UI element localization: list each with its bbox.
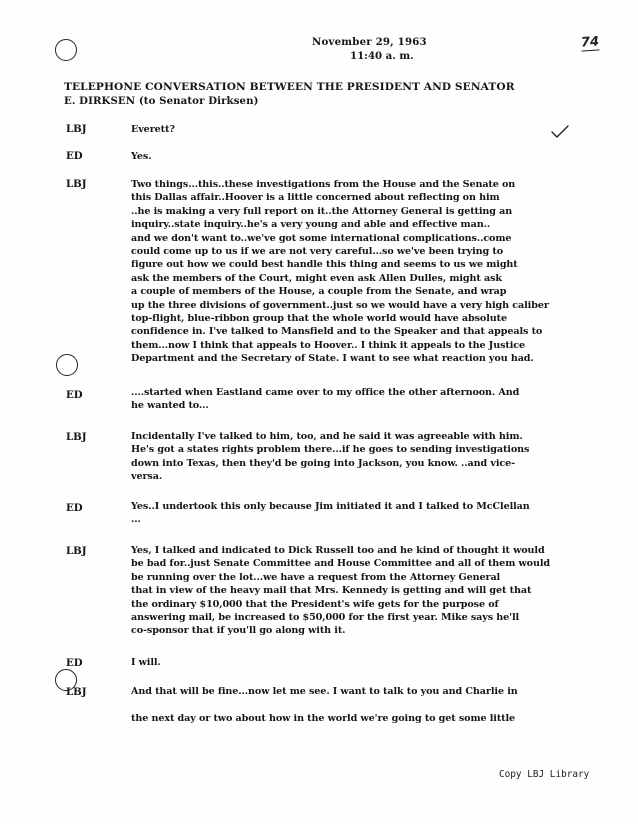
utterance-line: the ordinary $10,000 that the President's wife gets for the purpose of	[131, 598, 499, 610]
utterance-line: Yes..I undertook this only because Jim initiated it and I talked to McClellan	[131, 501, 530, 512]
document-date: November 29, 1963	[312, 36, 427, 48]
utterance-line: up the three divisions of government..just so we would have a very high caliber	[131, 299, 549, 311]
utterance	[131, 500, 609, 527]
utterance-line: Everett?	[131, 124, 175, 135]
utterance-line: this Dallas affair..Hoover is a little concerned about reflecting on him	[131, 192, 500, 204]
utterance-line: top-flight, blue-ribbon group that the whole world would have absolute	[131, 313, 507, 325]
title-line-2: E. DIRKSEN (to Senator Dirksen)	[64, 95, 259, 107]
utterance	[131, 656, 609, 669]
utterance-line: co-sponsor that if you'll go along with it.	[131, 625, 346, 637]
speaker-label: ED	[66, 657, 83, 669]
utterance	[131, 685, 609, 725]
utterance-line: ..he is making a very full report on it..the Attorney General is getting an	[131, 205, 513, 217]
utterance	[131, 544, 609, 638]
utterance-line: down into Texas, then they'd be going into Jackson, you know. ..and vice-	[131, 457, 515, 469]
utterance-line: answering mail, be increased to $50,000 for the first year. Mike says he'll	[131, 612, 520, 624]
utterance	[131, 430, 609, 484]
utterance-line: Incidentally I've talked to him, too, and he said it was agreeable with him.	[131, 431, 523, 442]
utterance	[131, 150, 609, 163]
utterance-line: ....started when Eastland came over to my office the other afternoon. And	[131, 387, 520, 398]
utterance-line: be bad for..just Senate Committee and House Committee and all of them would	[131, 558, 550, 570]
speaker-label: LBJ	[66, 178, 87, 190]
utterance-line: And that will be fine...now let me see. I want to talk to you and Charlie in	[131, 686, 518, 697]
library-stamp: Copy LBJ Library	[499, 769, 590, 780]
utterance-line: ask the members of the Court, might even ask Allen Dulles, might ask	[131, 272, 502, 284]
utterance-line: that in view of the heavy mail that Mrs. Kennedy is getting and will get that	[131, 585, 532, 597]
utterance-line: I will.	[131, 657, 161, 668]
utterance-line: figure out how we could best handle this thing and seems to us we might	[131, 259, 518, 271]
utterance-line: Department and the Secretary of State. I want to see what reaction you had.	[131, 353, 534, 365]
utterance-line: could come up to us if we are not very careful...so we've been trying to	[131, 246, 504, 258]
utterance-line: He's got a states rights problem there...if he goes to sending investigations	[131, 444, 530, 456]
punch-hole-top	[55, 39, 77, 61]
utterance-line: Yes.	[131, 151, 152, 162]
utterance-line: he wanted to...	[131, 400, 209, 412]
utterance-line: them...now I think that appeals to Hoover.. I think it appeals to the Justice	[131, 339, 525, 351]
utterance	[131, 178, 609, 366]
utterance-line: Two things...this..these investigations from the House and the Senate on	[131, 179, 516, 190]
utterance-line: ...	[131, 514, 141, 526]
speaker-label: LBJ	[66, 123, 87, 135]
speaker-label: LBJ	[66, 431, 87, 443]
utterance	[131, 386, 609, 413]
utterance	[131, 123, 609, 136]
utterance-line: and we don't want to..we've got some international complications..come	[131, 232, 512, 244]
document-time: 11:40 a. m.	[350, 50, 414, 62]
punch-hole-middle	[56, 354, 78, 376]
utterance-line: the next day or two about how in the world we're going to get some little	[131, 712, 516, 724]
utterance-line: inquiry..state inquiry..he's a very young and able and effective man..	[131, 219, 491, 231]
utterance-line: confidence in. I've talked to Mansfield and to the Speaker and that appeals to	[131, 326, 543, 338]
speaker-label: ED	[66, 150, 83, 162]
speaker-label: LBJ	[66, 686, 87, 698]
document-title	[64, 80, 584, 108]
utterance-line	[131, 698, 609, 711]
title-line-1: TELEPHONE CONVERSATION BETWEEN THE PRESIDENT AND SENATOR	[64, 81, 515, 93]
speaker-label: ED	[66, 389, 83, 401]
handwritten-page-number: 74	[580, 34, 600, 51]
utterance-line: a couple of members of the House, a couple from the Senate, and wrap	[131, 286, 507, 298]
utterance-line: versa.	[131, 471, 163, 483]
speaker-label: LBJ	[66, 545, 87, 557]
utterance-line: be running over the lot...we have a request from the Attorney General	[131, 571, 501, 583]
utterance-line: Yes, I talked and indicated to Dick Russell too and he kind of thought it would	[131, 545, 545, 556]
speaker-label: ED	[66, 502, 83, 514]
